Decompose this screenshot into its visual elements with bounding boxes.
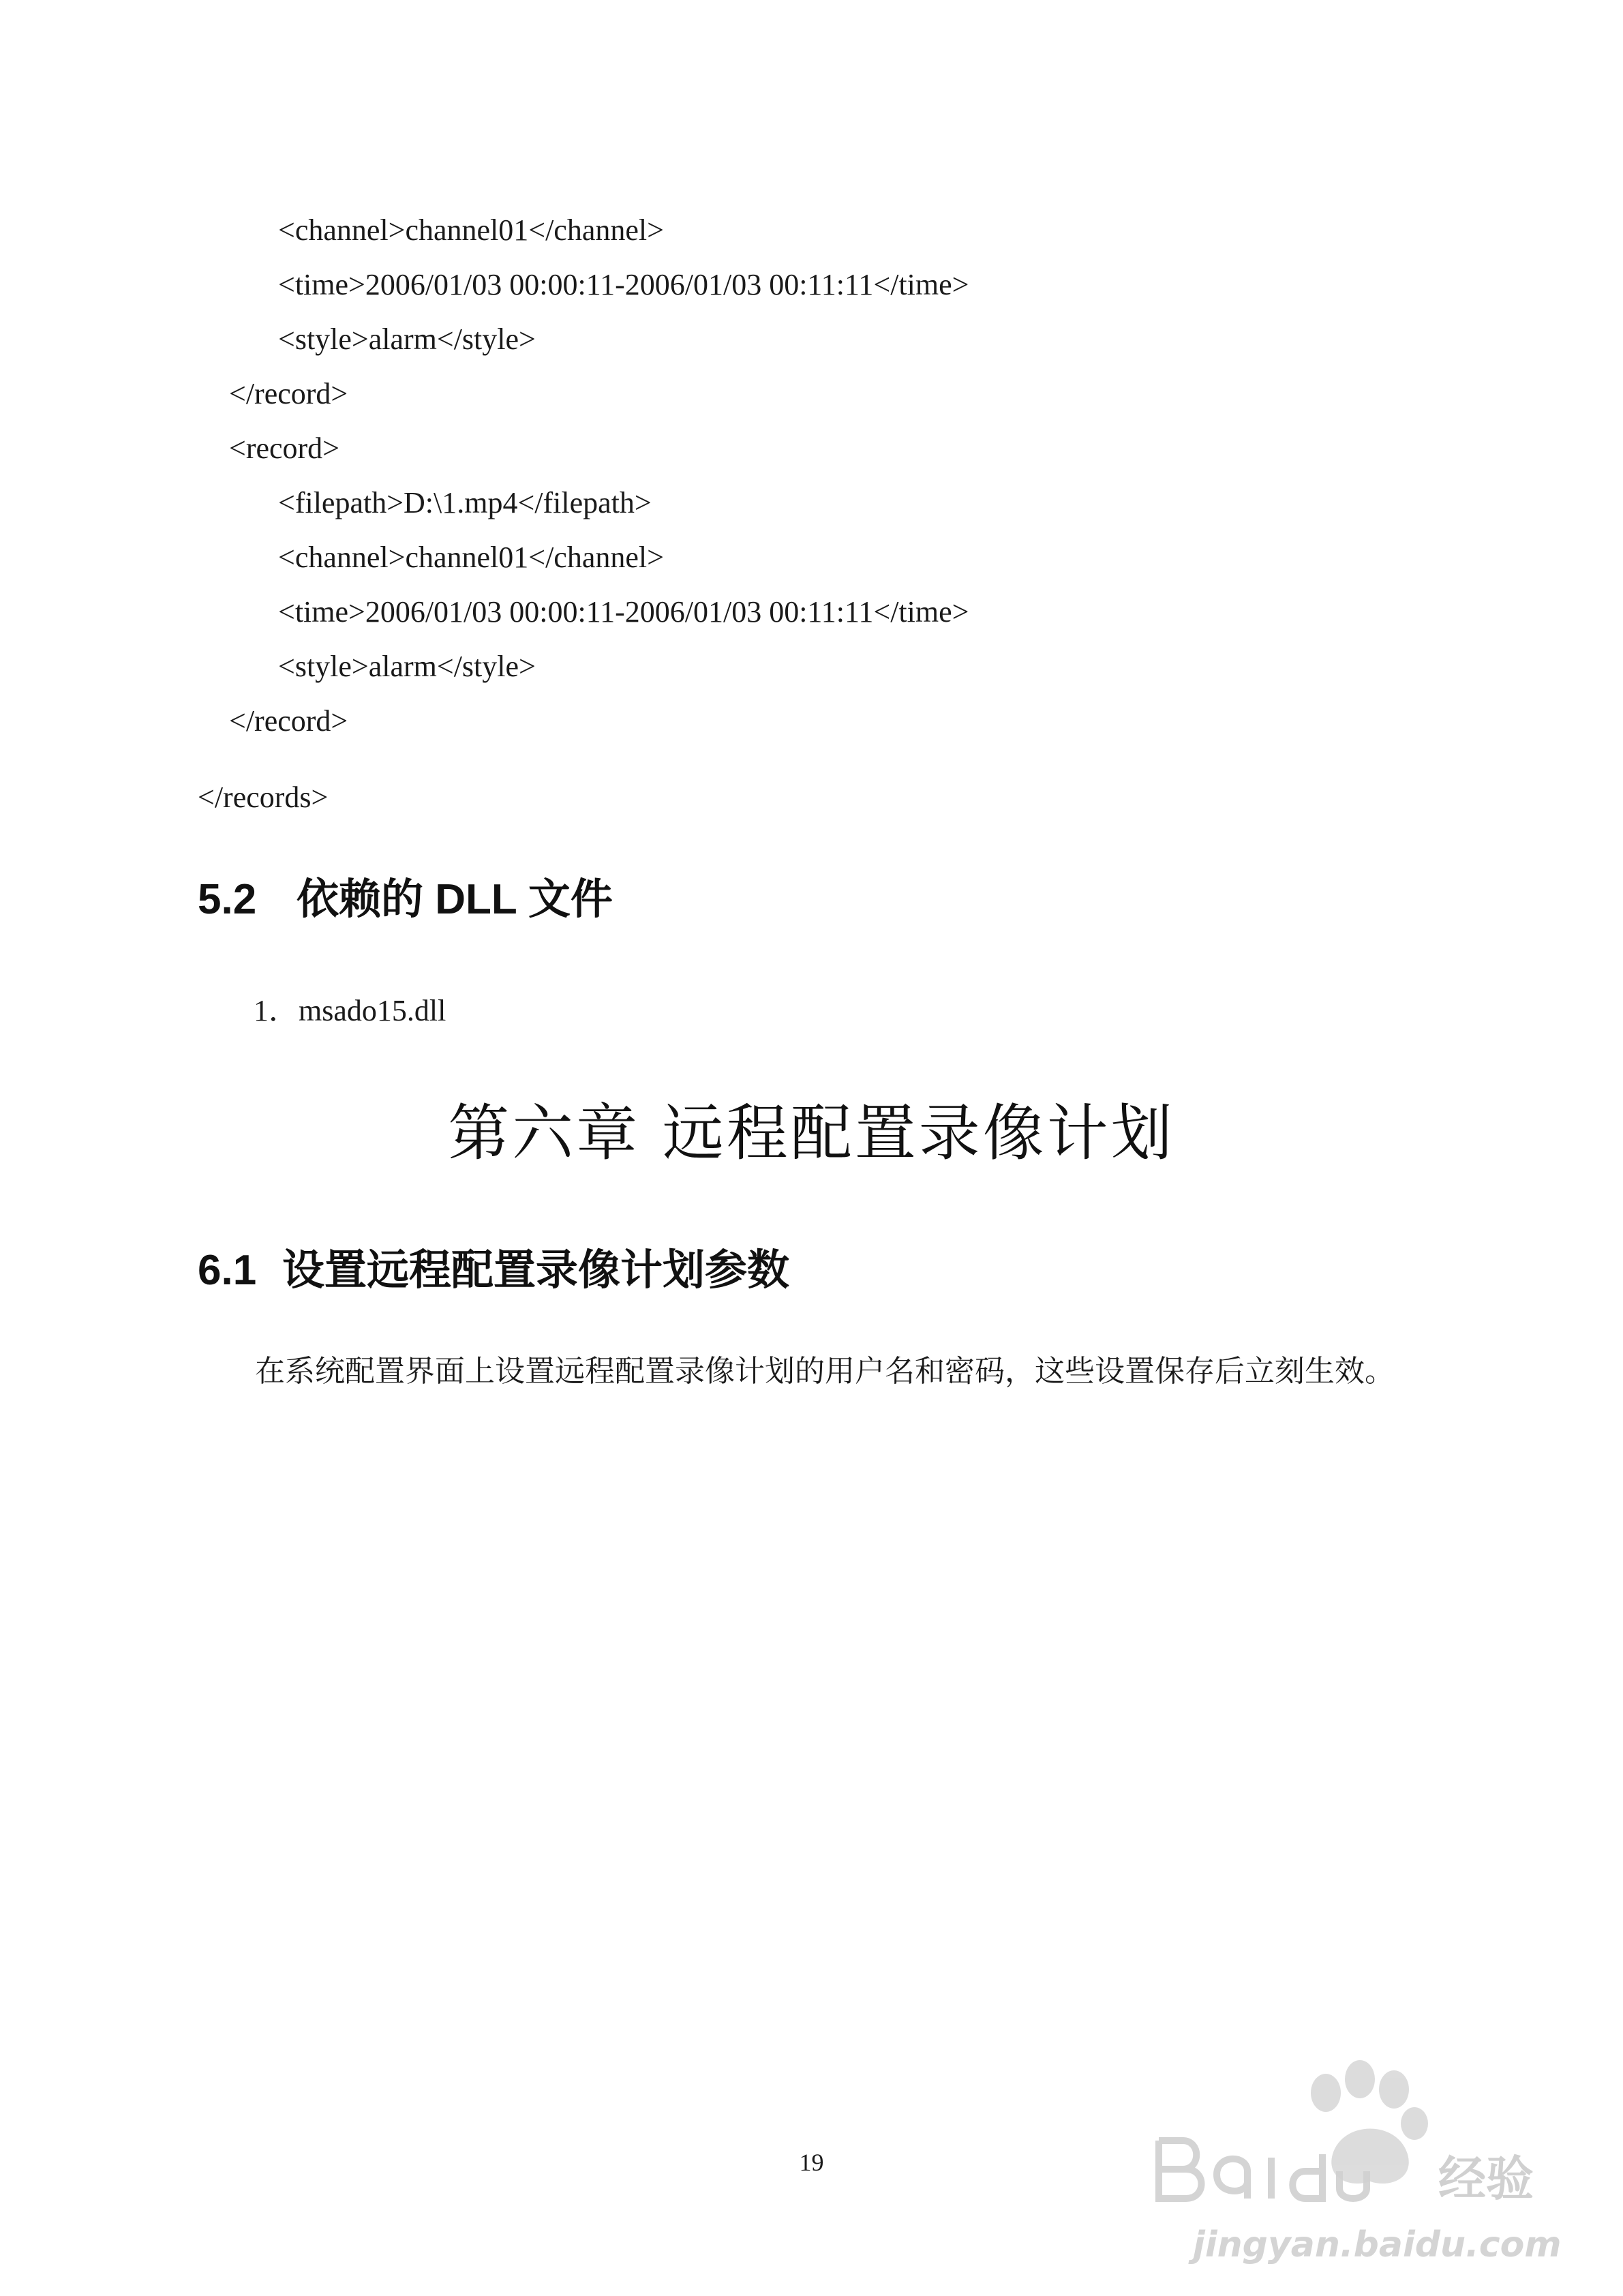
paw-logo-icon	[1152, 2052, 1561, 2277]
section-number: 5.2	[198, 876, 257, 923]
body-paragraph: 在系统配置界面上设置远程配置录像计划的用户名和密码，这些设置保存后立刻生效。	[255, 1354, 1395, 1389]
code-line: <channel>channel01</channel>	[278, 541, 664, 574]
svg-text:经验: 经验	[1438, 2151, 1534, 2207]
code-line: </record>	[229, 704, 348, 738]
code-line: <record>	[229, 432, 339, 465]
section-heading-6-1	[198, 1243, 789, 1298]
code-line: <style>alarm</style>	[278, 650, 536, 683]
baidu-jingyan-watermark	[1152, 2052, 1561, 2277]
chapter-title: 第六章 远程配置录像计划	[448, 1098, 1175, 1169]
code-line: <filepath>D:\1.mp4</filepath>	[278, 486, 652, 519]
section-number: 6.1	[198, 1247, 257, 1294]
code-line: </records>	[198, 781, 329, 814]
svg-text:jingyan.baidu.com: jingyan.baidu.com	[1193, 2224, 1561, 2265]
code-line: <time>2006/01/03 00:00:11-2006/01/03 00:11:11</time>	[278, 595, 969, 629]
section-title: 设置远程配置录像计划参数	[282, 1247, 790, 1294]
code-line: <channel>channel01</channel>	[278, 213, 664, 247]
section-title: 依赖的 DLL 文件	[297, 876, 613, 923]
section-heading-5-2	[198, 873, 613, 927]
code-line: <style>alarm</style>	[278, 322, 536, 356]
list-item: 1．msado15.dll	[254, 994, 446, 1027]
code-line: <time>2006/01/03 00:00:11-2006/01/03 00:11:11</time>	[278, 268, 969, 301]
code-line: </record>	[229, 377, 348, 410]
page-number: 19	[799, 2149, 824, 2176]
